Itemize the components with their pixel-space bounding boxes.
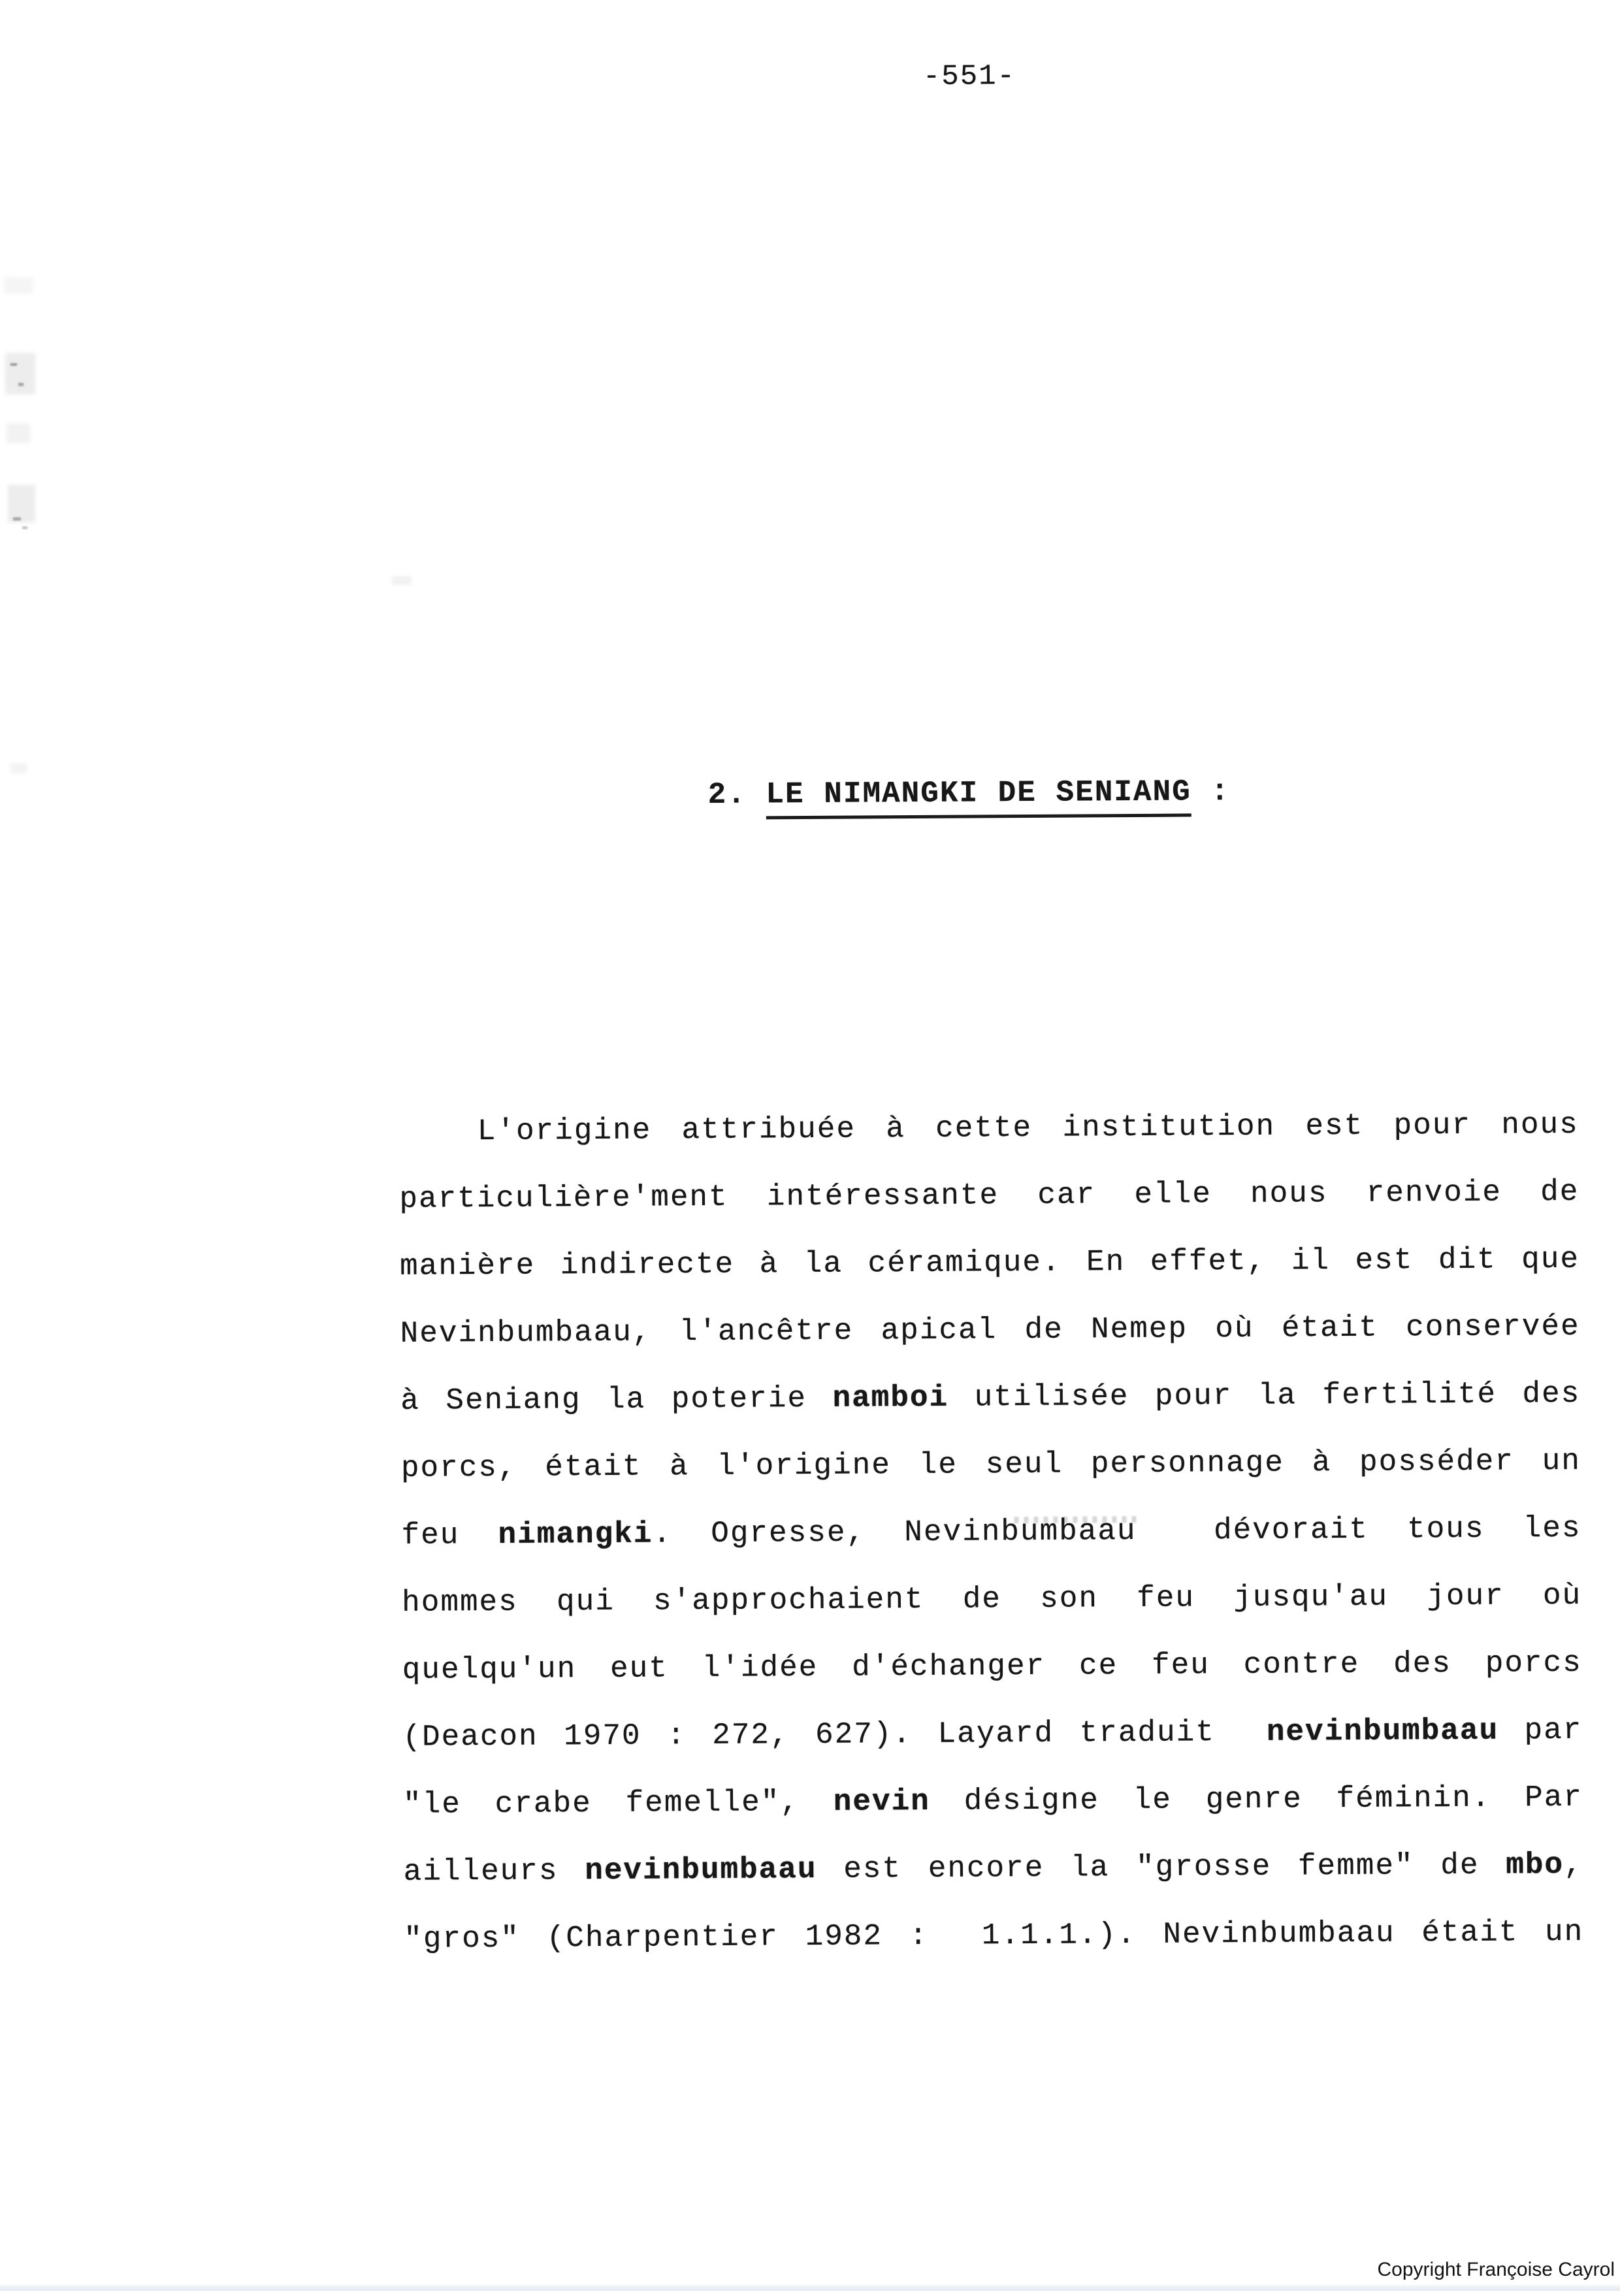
body-text-segment: à Seniang la poterie [400,1381,833,1418]
body-text-segment: L'origine attribuée à cette institution est pour nous [477,1107,1579,1149]
body-line [399,1159,1580,1233]
body-text-segment: "gros" (Charpentier 1982 : 1.1.1.). Nevinbumbaau était un [404,1915,1584,1956]
body-line [401,1495,1581,1570]
body-line [403,1764,1583,1839]
emphasized-term: mbo [1506,1847,1564,1883]
body-line [404,1899,1584,1973]
body-line [400,1293,1580,1368]
emphasized-term: namboi [832,1380,949,1415]
body-text-segment: . Ogresse, Nevinbumbaau dévorait tous les [653,1511,1581,1551]
body-line [398,1091,1579,1166]
body-text-segment: par [1498,1713,1583,1748]
body-text-segment: "le crabe femelle", [402,1785,834,1822]
heading-title: LE NIMANGKI DE SENIANG [766,775,1191,819]
body-line [403,1832,1583,1906]
body-text-segment: ailleurs [403,1854,585,1889]
body-text-segment: (Deacon 1970 : 272, 627). Layard traduit [402,1715,1267,1754]
emphasized-term: nevinbumbaau [585,1852,817,1888]
body-text-segment: porcs, était à l'origine le seul personnage à posséder un [400,1444,1581,1485]
body-text-segment: feu [401,1517,498,1553]
body-line [400,1226,1580,1301]
body-text-segment: quelqu'un eut l'idée d'échanger ce feu contre des porcs [402,1645,1582,1687]
emphasized-term: nevin [833,1784,931,1819]
body-line [402,1630,1583,1704]
heading-number: 2. [707,777,766,812]
section-heading [707,775,1230,812]
body-text-segment: particulière'ment intéressante car elle nous renvoie de [399,1174,1580,1216]
body-text-segment: hommes qui s'approchaient de son feu jusqu'au jour où [402,1578,1582,1620]
bottom-scan-edge [0,2285,1620,2291]
body-text-segment: est encore la "grosse femme" de [817,1848,1506,1886]
body-line [400,1361,1581,1435]
body-text-segment: , [1563,1847,1583,1882]
emphasized-term: nevinbumbaau [1266,1713,1499,1749]
emphasized-term: nimangki [498,1517,653,1552]
page-number: -551- [922,60,1016,93]
body-text [398,1091,1583,1973]
body-text-segment: utilisée pour la fertilité des [948,1376,1581,1415]
body-text-segment: désigne le genre féminin. Par [930,1780,1583,1819]
body-text-segment: Nevinbumbaau, l'ancêtre apical de Nemep où était conservée [400,1309,1580,1351]
heading-colon: : [1191,775,1231,809]
body-line [401,1428,1581,1502]
body-line [402,1562,1582,1637]
body-text-segment: manière indirecte à la céramique. En effet, il est dit que [399,1242,1580,1284]
body-line [402,1697,1583,1771]
copyright-notice: Copyright Françoise Cayrol [1377,2259,1615,2280]
